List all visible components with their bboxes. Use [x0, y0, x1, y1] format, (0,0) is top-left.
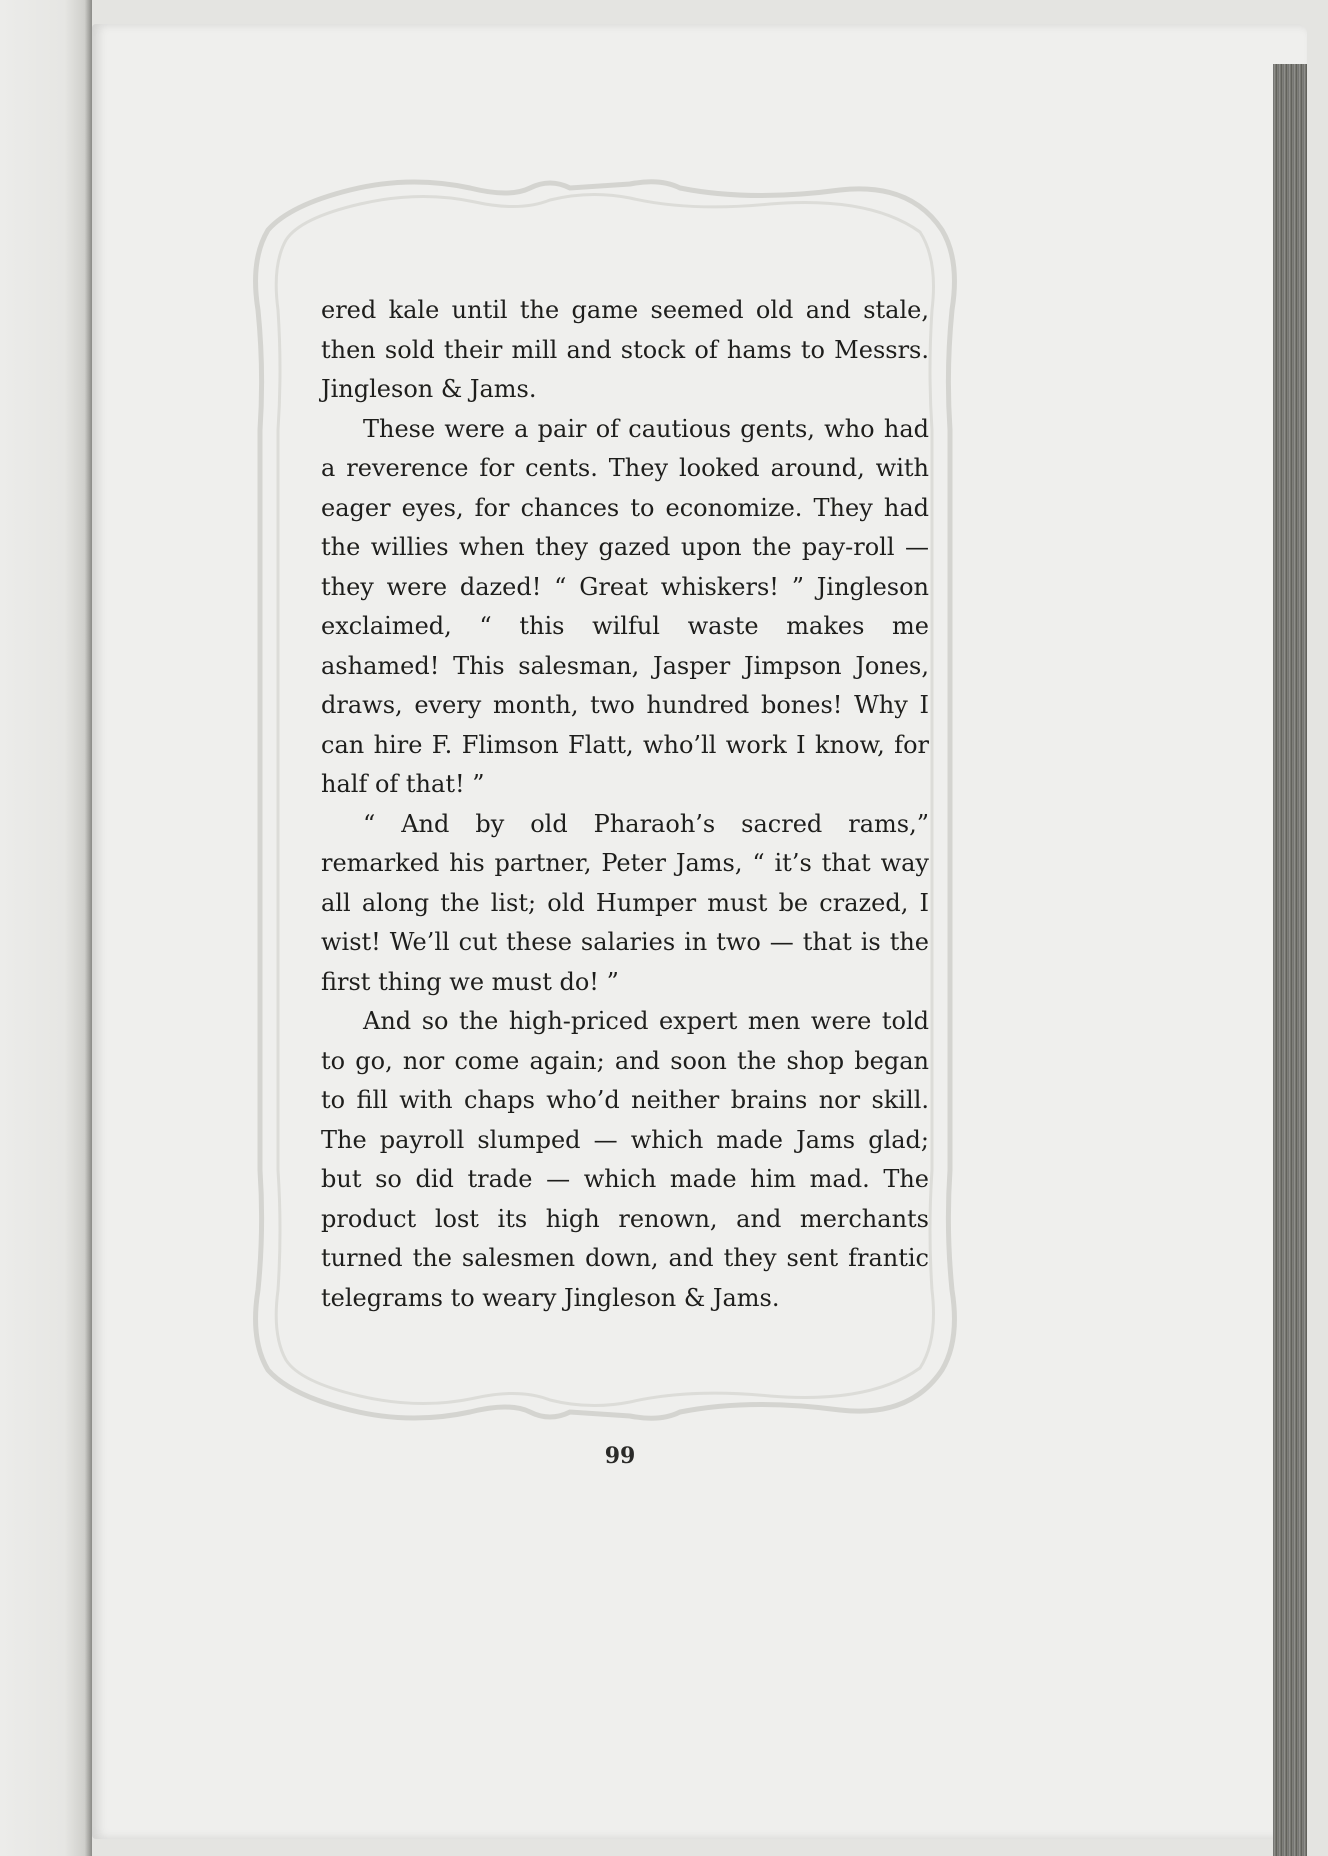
page-number: 99	[604, 1443, 636, 1469]
paragraph-1: ered kale until the game seemed old and stale, then sold their mill and stock of hams to Messrs. Jingleson & Jams.	[321, 296, 929, 403]
paragraph-2: These were a pair of cautious gents, who had a reverence for cents. They looked around, with eager eyes, for chances to economize. They had the willies when they gazed upon the pay-roll — they were dazed! “ Great whiskers! ” Jingleson exclaimed, “ this wilful waste makes me ashamed! This salesman, Jasper Jimpson Jones, draws, every month, two hundred bones! Why I can hire F. Flimson Flatt, who’ll work I know, for half of that! ”	[321, 414, 929, 798]
paragraph-3: “ And by old Pharaoh’s sacred rams,” remarked his partner, Peter Jams, “ it’s that way all along the list; old Humper must be crazed, I wist! We’ll cut these salaries in two — that is the first thing we must do! ”	[321, 809, 929, 996]
left-page-edge	[0, 0, 92, 1856]
paragraph-4: And so the high-priced expert men were told to go, nor come again; and soon the shop began to fill with chaps who’d neither brains nor skill. The payroll slumped — which made Jams glad; but so did trade — which made him mad. The product lost its high renown, and merchants turned the salesmen down, and they sent frantic telegrams to weary Jingleson & Jams.	[321, 1007, 929, 1312]
page-stack-edge	[1273, 64, 1307, 1856]
text-block	[321, 291, 929, 1318]
